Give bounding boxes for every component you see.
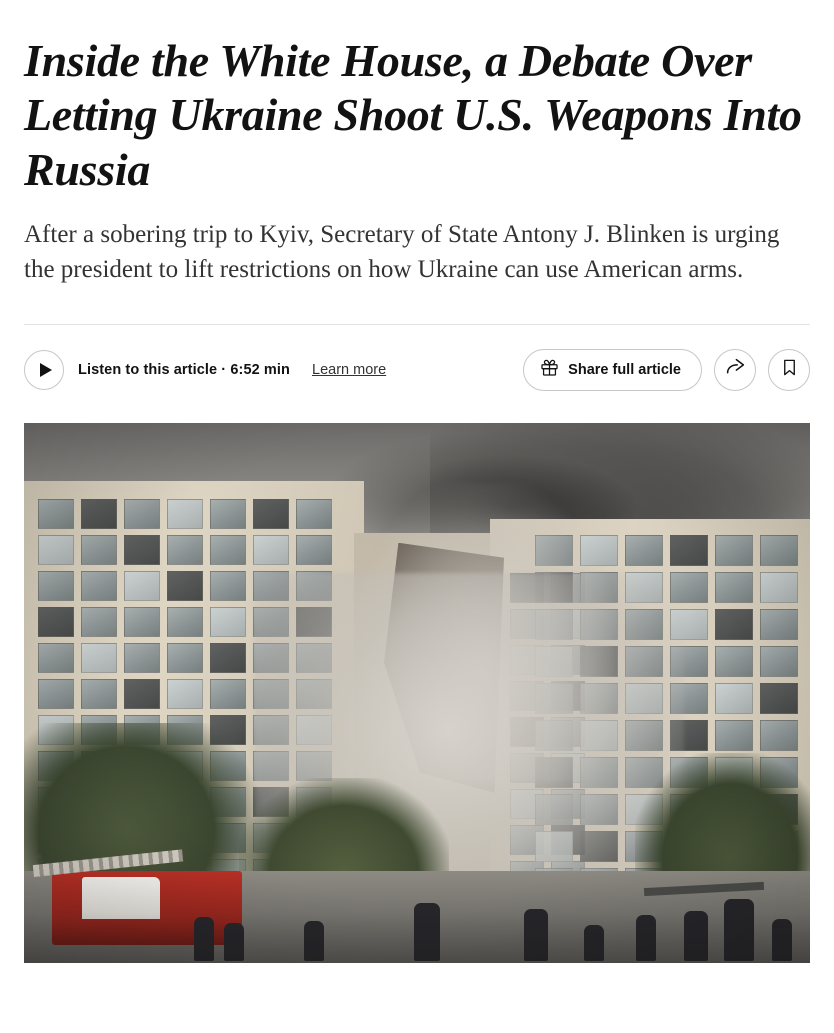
share-arrow-button[interactable] [714,349,756,391]
article-container [0,34,834,963]
article-summary: After a sobering trip to Kyiv, Secretary of State Antony J. Blinken is urging the president to lift restrictions on how Ukraine can use American arms. [24,220,780,284]
share-full-article-button[interactable] [523,349,702,391]
divider [24,324,810,325]
action-buttons [523,349,810,391]
learn-more-link[interactable]: Learn more [312,361,387,378]
share-arrow-icon [725,357,746,383]
play-icon [40,363,52,377]
share-button-label: Share full article [568,361,681,378]
play-button[interactable] [24,350,64,390]
listen-label: Listen to this article · 6:52 min [78,361,290,378]
article-toolbar [24,347,810,393]
page-title: Inside the White House, a Debate Over Letting Ukraine Shoot U.S. Weapons Into Russia [24,35,802,195]
bookmark-icon [780,358,799,382]
bookmark-button[interactable] [768,349,810,391]
photo-vignette [24,423,810,963]
gift-icon [540,358,559,382]
damaged-apartment-building-photo [24,423,810,963]
audio-player [24,350,386,390]
article-lead-image [24,423,810,963]
